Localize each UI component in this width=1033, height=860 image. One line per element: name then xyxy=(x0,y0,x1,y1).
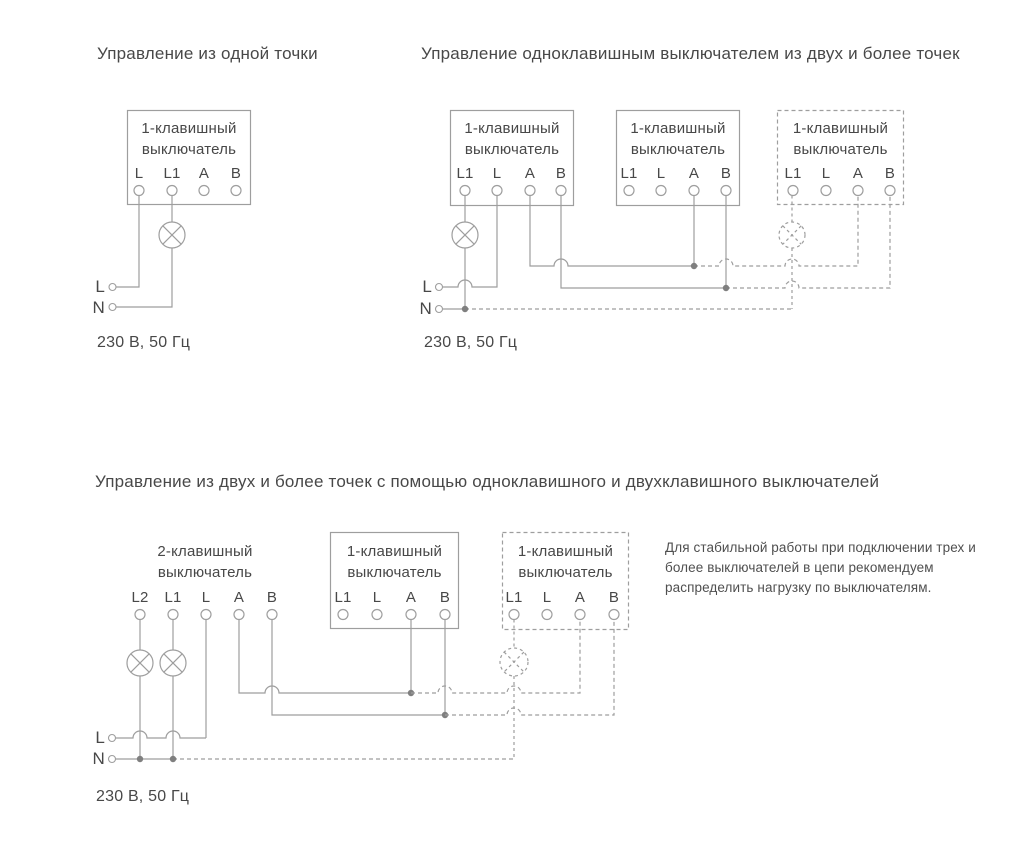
junction-dot xyxy=(137,756,143,762)
lamp-icon-optional xyxy=(779,222,805,248)
terminal-label-L1: L1 xyxy=(620,165,638,182)
terminal-circle xyxy=(168,610,178,620)
terminal-label-B: B xyxy=(555,165,567,182)
switch-name-line2: выключатель xyxy=(518,564,613,581)
switch-name-line2: выключатель xyxy=(347,564,442,581)
switch-name-line2: выключатель xyxy=(464,141,560,158)
note-line: распределить нагрузку по выключателям. xyxy=(665,580,932,595)
wire-a-bus xyxy=(239,620,411,694)
supply-neutral-label: N xyxy=(92,298,105,317)
terminal-label-A: A xyxy=(233,589,245,606)
terminal-label-L1: L1 xyxy=(163,165,181,182)
terminal-label-A: A xyxy=(574,589,586,606)
supply-line-terminal xyxy=(436,284,443,291)
wire-b-bus xyxy=(272,620,445,716)
terminal-circle xyxy=(689,186,699,196)
supply-line-terminal xyxy=(109,735,116,742)
switch-name-line2: выключатель xyxy=(630,141,726,158)
terminal-circle xyxy=(234,610,244,620)
switch-name-line1: 1-клавишный xyxy=(517,543,614,560)
terminal-circle xyxy=(575,610,585,620)
lamp-icon xyxy=(127,650,153,676)
terminal-label-L: L xyxy=(656,165,666,182)
junction-dot xyxy=(462,306,468,312)
supply-neutral-terminal xyxy=(436,306,443,313)
wire-a-bus-optional xyxy=(411,620,580,694)
switch-name-line1: 1-клавишный xyxy=(464,120,560,137)
terminal-circle xyxy=(721,186,731,196)
terminal-label-L: L xyxy=(492,165,502,182)
terminal-label-B: B xyxy=(608,589,620,606)
wire-lamp-to-neutral xyxy=(116,248,172,307)
terminal-label-L1: L1 xyxy=(784,165,802,182)
terminal-circle xyxy=(556,186,566,196)
diagram-single-point xyxy=(93,44,318,351)
lamp-icon xyxy=(452,222,478,248)
supply-line-label: L xyxy=(95,728,105,747)
advisory-note xyxy=(665,540,976,595)
terminal-circle xyxy=(656,186,666,196)
switch-name-line1: 1-клавишный xyxy=(630,120,726,137)
switch-name-line2: выключатель xyxy=(157,564,253,581)
note-line: более выключателей в цепи рекомендуем xyxy=(665,560,934,575)
terminal-label-B: B xyxy=(439,589,451,606)
terminal-label-B: B xyxy=(720,165,732,182)
terminal-label-A: A xyxy=(405,589,417,606)
supply-rating-label: 230 В, 50 Гц xyxy=(96,788,190,805)
terminal-circle xyxy=(542,610,552,620)
diagram-multi-point-single xyxy=(420,44,961,351)
terminal-label-L1: L1 xyxy=(505,589,523,606)
wire-line-feed xyxy=(116,731,207,738)
lamp-icon xyxy=(160,650,186,676)
terminal-label-B: B xyxy=(884,165,896,182)
terminal-label-B: B xyxy=(266,589,278,606)
switch-name-line2: выключатель xyxy=(141,141,237,158)
terminal-circle xyxy=(460,186,470,196)
switch-name-line2: выключатель xyxy=(793,141,888,158)
terminal-label-L: L xyxy=(542,589,552,606)
supply-rating-label: 230 В, 50 Гц xyxy=(424,334,518,351)
terminal-label-A: A xyxy=(852,165,864,182)
switch-name-line1: 2-клавишный xyxy=(157,543,253,560)
terminal-label-L: L xyxy=(372,589,382,606)
switch-name-line1: 1-клавишный xyxy=(141,120,237,137)
diagram-title: Управление из двух и более точек с помощью одноклавишного и двухклавишного выключателей xyxy=(95,472,880,491)
supply-neutral-label: N xyxy=(92,749,105,768)
terminal-circle xyxy=(231,186,241,196)
terminal-label-L: L xyxy=(201,589,211,606)
terminal-label-L: L xyxy=(134,165,144,182)
switch-name-line1: 1-клавишный xyxy=(346,543,443,560)
note-line: Для стабильной работы при подключении трех и xyxy=(665,540,976,555)
supply-line-label: L xyxy=(422,277,432,296)
terminal-circle xyxy=(492,186,502,196)
terminal-label-B: B xyxy=(230,165,242,182)
lamp-icon xyxy=(159,222,185,248)
terminal-circle xyxy=(440,610,450,620)
terminal-label-L1: L1 xyxy=(456,165,474,182)
terminal-label-A: A xyxy=(198,165,210,182)
wire-line-feed xyxy=(116,196,139,288)
junction-dot xyxy=(723,285,729,291)
terminal-circle xyxy=(609,610,619,620)
terminal-label-L2: L2 xyxy=(131,589,149,606)
supply-neutral-label: N xyxy=(419,299,432,318)
terminal-label-A: A xyxy=(524,165,536,182)
wire-b-bus-optional xyxy=(445,620,614,716)
terminal-circle xyxy=(525,186,535,196)
terminal-label-A: A xyxy=(688,165,700,182)
terminal-circle xyxy=(338,610,348,620)
terminal-circle xyxy=(788,186,798,196)
supply-rating-label: 230 В, 50 Гц xyxy=(97,334,191,351)
terminal-circle xyxy=(199,186,209,196)
supply-neutral-terminal xyxy=(109,304,116,311)
terminal-label-L1: L1 xyxy=(334,589,352,606)
terminal-label-L: L xyxy=(821,165,831,182)
terminal-circle xyxy=(624,186,634,196)
diagram-title: Управление из одной точки xyxy=(97,44,318,63)
terminal-circle xyxy=(267,610,277,620)
terminal-circle xyxy=(821,186,831,196)
junction-dot xyxy=(691,263,697,269)
terminal-circle xyxy=(167,186,177,196)
terminal-circle xyxy=(509,610,519,620)
terminal-circle xyxy=(372,610,382,620)
terminal-circle xyxy=(853,186,863,196)
terminal-circle xyxy=(135,610,145,620)
supply-line-terminal xyxy=(109,284,116,291)
wire-b-bus-optional xyxy=(726,196,890,289)
diagram-multi-point-mixed xyxy=(93,472,976,805)
wire-line-feed xyxy=(443,196,498,288)
lamp-icon-optional xyxy=(500,648,528,676)
wire-b-bus xyxy=(561,196,726,289)
terminal-circle xyxy=(885,186,895,196)
switch-name-line1: 1-клавишный xyxy=(792,120,889,137)
terminal-label-L1: L1 xyxy=(164,589,182,606)
terminal-circle xyxy=(134,186,144,196)
junction-dot xyxy=(170,756,176,762)
supply-neutral-terminal xyxy=(109,756,116,763)
terminal-circle xyxy=(406,610,416,620)
supply-line-label: L xyxy=(95,277,105,296)
terminal-circle xyxy=(201,610,211,620)
diagram-title: Управление одноклавишным выключателем из двух и более точек xyxy=(421,44,960,63)
